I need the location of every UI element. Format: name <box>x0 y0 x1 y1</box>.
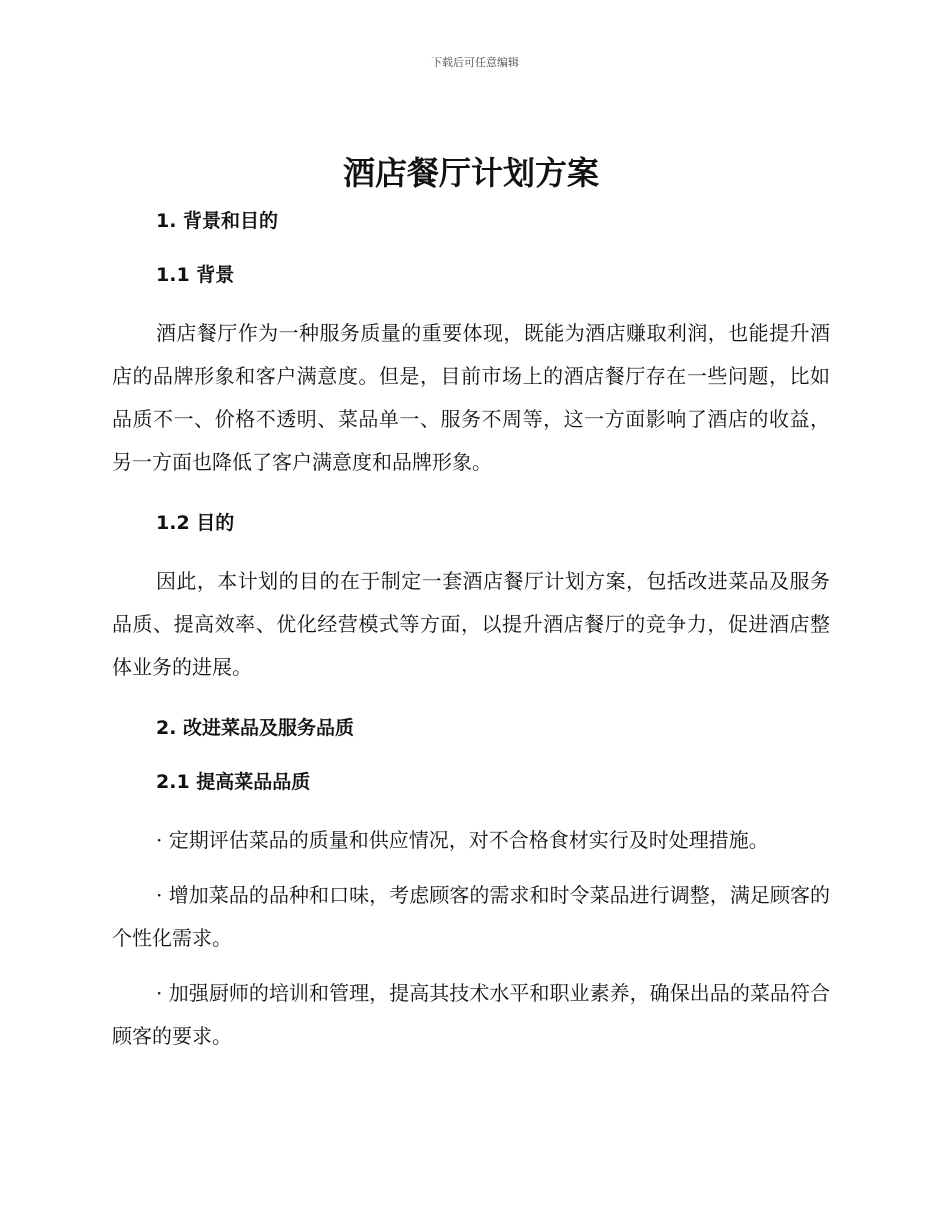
document-title: 酒店餐厅计划方案 <box>342 154 599 192</box>
section-heading-1: 1. 背景和目的 <box>156 210 279 232</box>
paragraph-purpose: 因此，本计划的目的在于制定一套酒店餐厅计划方案，包括改进菜品及服务品质、提高效率、优化经营模式等方面，以提升酒店餐厅的竞争力，促进酒店整体业务的进展。 <box>112 569 830 679</box>
section-heading-2-1: 2.1 提高菜品品质 <box>156 771 311 793</box>
section-heading-2: 2. 改进菜品及服务品质 <box>156 717 355 739</box>
section-heading-1-1: 1.1 背景 <box>156 264 235 286</box>
bullet-item-3: · 加强厨师的培训和管理，提高其技术水平和职业素养，确保出品的菜品符合顾客的要求。 <box>112 981 830 1048</box>
bullet-item-1: · 定期评估菜品的质量和供应情况，对不合格食材实行及时处理措施。 <box>156 828 769 852</box>
header-note: 下载后可任意编辑 <box>431 56 519 69</box>
section-heading-1-2: 1.2 目的 <box>156 512 235 534</box>
paragraph-background: 酒店餐厅作为一种服务质量的重要体现，既能为酒店赚取利润，也能提升酒店的品牌形象和客户满意度。但是，目前市场上的酒店餐厅存在一些问题，比如品质不一、价格不透明、菜品单一、服务不周等，这一方面影响了酒店的收益，另一方面也降低了客户满意度和品牌形象。 <box>112 321 830 474</box>
bullet-item-2: · 增加菜品的品种和口味，考虑顾客的需求和时令菜品进行调整，满足顾客的个性化需求。 <box>112 883 830 950</box>
document-body <box>112 150 830 1058</box>
